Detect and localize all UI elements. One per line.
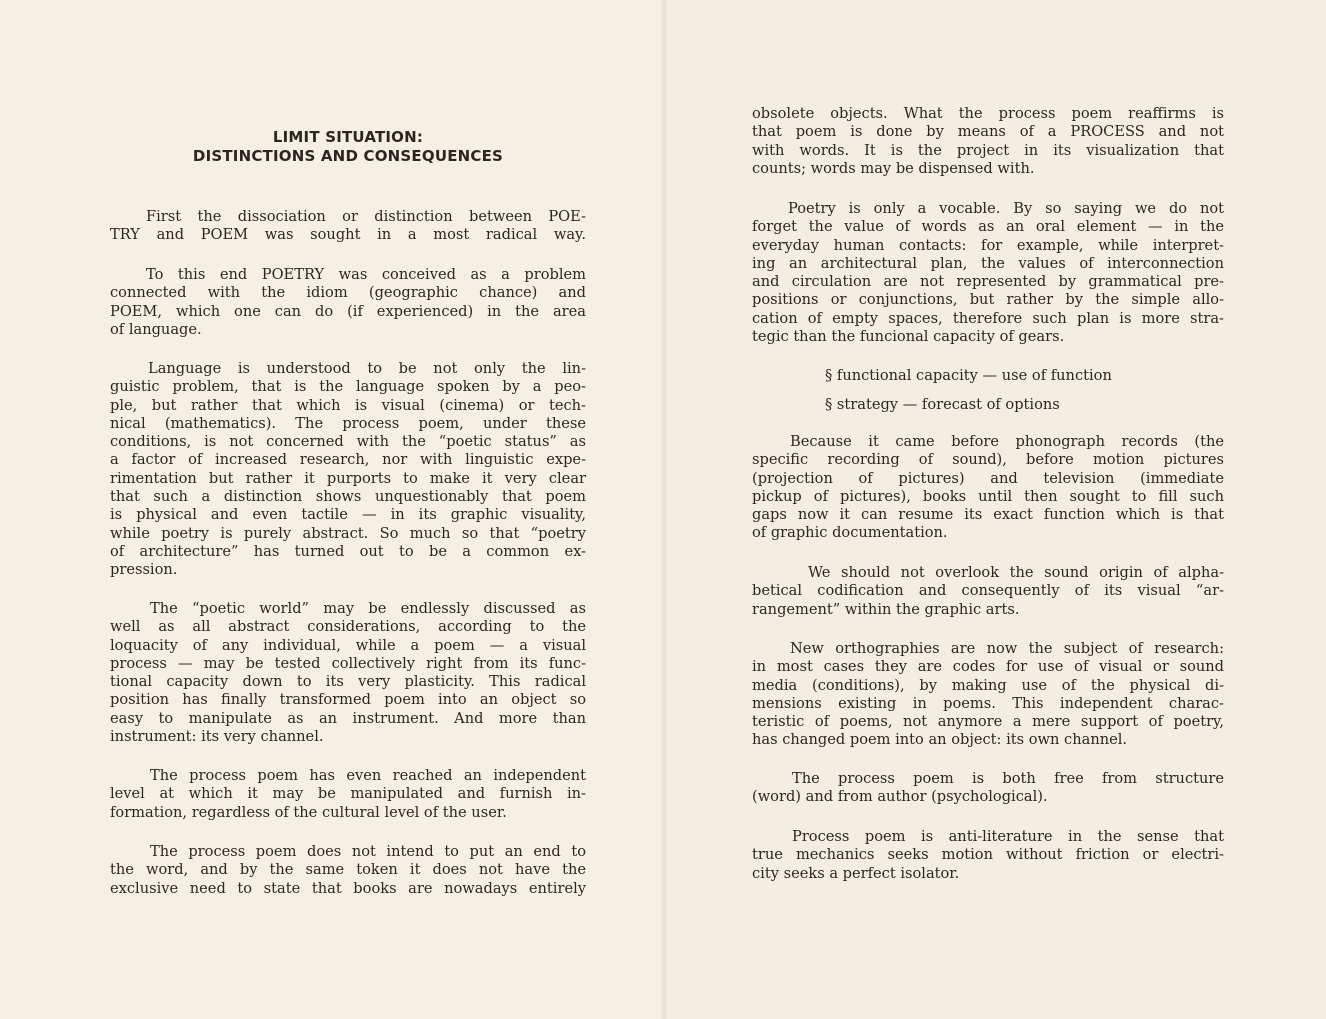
text-line: media (conditions), by making use of the physical di- [752,676,1224,694]
text-line: rangement” within the graphic arts. [752,600,1020,618]
text-line: TRY and POEM was sought in a most radical way. [110,226,586,244]
left-paragraph [110,600,586,746]
text-line: pression. [110,561,178,579]
text-line: First the dissociation or distinction between POE- [146,208,586,225]
text-line: true mechanics seeks motion without friction or electri- [752,846,1224,864]
text-line: gaps now it can resume its exact function which is that [752,506,1224,524]
text-line: counts; words may be dispensed with. [752,159,1035,177]
text-line: tegic than the funcional capacity of gears. [752,328,1065,346]
text-line: city seeks a perfect isolator. [752,864,960,882]
text-line: Because it came before phonograph records (the [790,433,1224,450]
title-line-2: DISTINCTIONS AND CONSEQUENCES [192,147,504,165]
book-gutter [660,0,668,1019]
text-line: The process poem does not intend to put an end to [150,843,586,860]
text-line: process — may be tested collectively right from its func- [110,654,586,672]
text-line: while poetry is purely abstract. So much so that “poetry [110,524,586,542]
text-line: New orthographies are now the subject of research: [790,640,1224,657]
text-line: pickup of pictures), books until then sought to fill such [752,487,1224,505]
text-line: of architecture” has turned out to be a common ex- [110,542,586,560]
text-line: in most cases they are codes for use of visual or sound [752,658,1224,676]
text-line: We should not overlook the sound origin of alpha- [808,564,1224,581]
text-line: exclusive need to state that books are nowadays entirely [110,879,586,897]
text-line: (word) and from author (psychological). [752,788,1048,806]
right-paragraph [752,828,1224,883]
text-line: loquacity of any individual, while a poem — a visual [110,636,586,654]
list-item-functional-capacity: § functional capacity — use of function [825,367,1112,384]
text-line: easy to manipulate as an instrument. And more than [110,709,586,727]
text-line: everyday human contacts: for example, while interpret- [752,236,1224,254]
text-line: nical (mathematics). The process poem, under these [110,414,586,432]
text-line: with words. It is the project in its visualization that [752,141,1224,159]
text-line: POEM, which one can do (if experienced) in the area [110,302,586,320]
text-line: that poem is done by means of a PROCESS and not [752,123,1224,141]
text-line: the word, and by the same token it does not have the [110,861,586,879]
title-line-1: LIMIT SITUATION: [272,128,424,146]
text-line: The process poem has even reached an independent [150,767,586,784]
text-line: positions or conjunctions, but rather by the simple allo- [752,291,1224,309]
right-paragraph [752,640,1224,750]
page-title [110,128,586,166]
text-line: ple, but rather that which is visual (cinema) or tech- [110,396,586,414]
text-line: connected with the idiom (geographic chance) and [110,284,586,302]
text-line: of graphic documentation. [752,524,948,542]
text-line: a factor of increased research, nor with linguistic expe- [110,451,586,469]
text-line: conditions, is not concerned with the “poetic status” as [110,433,586,451]
left-paragraph [110,266,586,339]
text-line: of language. [110,320,202,338]
text-line: tional capacity down to its very plasticity. This radical [110,673,586,691]
right-paragraph [752,200,1224,346]
right-paragraph [752,105,1224,178]
left-paragraph [110,843,586,898]
text-line: The “poetic world” may be endlessly discussed as [150,600,586,617]
text-line: formation, regardless of the cultural level of the user. [110,803,507,821]
text-line: is physical and even tactile — in its graphic visuality, [110,506,586,524]
text-line: Process poem is anti-literature in the sense that [792,828,1224,845]
text-line: that such a distinction shows unquestionably that poem [110,488,586,506]
text-line: To this end POETRY was conceived as a problem [146,266,586,283]
left-paragraph [110,767,586,822]
list-item-strategy: § strategy — forecast of options [825,396,1060,413]
left-paragraph [110,208,586,245]
text-line: forget the value of words as an oral element — in the [752,218,1224,236]
text-line: mensions existing in poems. This independent charac- [752,694,1224,712]
text-line: ing an architectural plan, the values of interconnection [752,254,1224,272]
text-line: level at which it may be manipulated and furnish in- [110,785,586,803]
text-line: rimentation but rather it purports to make it very clear [110,469,586,487]
text-line: (projection of pictures) and television (immediate [752,469,1224,487]
text-line: betical codification and consequently of its visual “ar- [752,582,1224,600]
text-line: has changed poem into an object: its own channel. [752,731,1128,749]
right-paragraph [752,433,1224,543]
text-line: obsolete objects. What the process poem reaffirms is [752,105,1224,122]
right-paragraph [752,770,1224,807]
right-paragraph [752,564,1224,619]
text-line: instrument: its very channel. [110,728,324,746]
text-line: teristic of poems, not anymore a mere support of poetry, [752,713,1224,731]
text-line: specific recording of sound), before motion pictures [752,451,1224,469]
left-paragraph [110,360,586,580]
text-line: cation of empty spaces, therefore such plan is more stra- [752,309,1224,327]
text-line: Poetry is only a vocable. By so saying we do not [788,200,1224,217]
text-line: Language is understood to be not only the lin- [148,360,586,377]
text-line: position has finally transformed poem into an object so [110,691,586,709]
text-line: well as all abstract considerations, according to the [110,618,586,636]
text-line: and circulation are not represented by grammatical pre- [752,273,1224,291]
text-line: guistic problem, that is the language spoken by a peo- [110,378,586,396]
text-line: The process poem is both free from structure [792,770,1224,787]
